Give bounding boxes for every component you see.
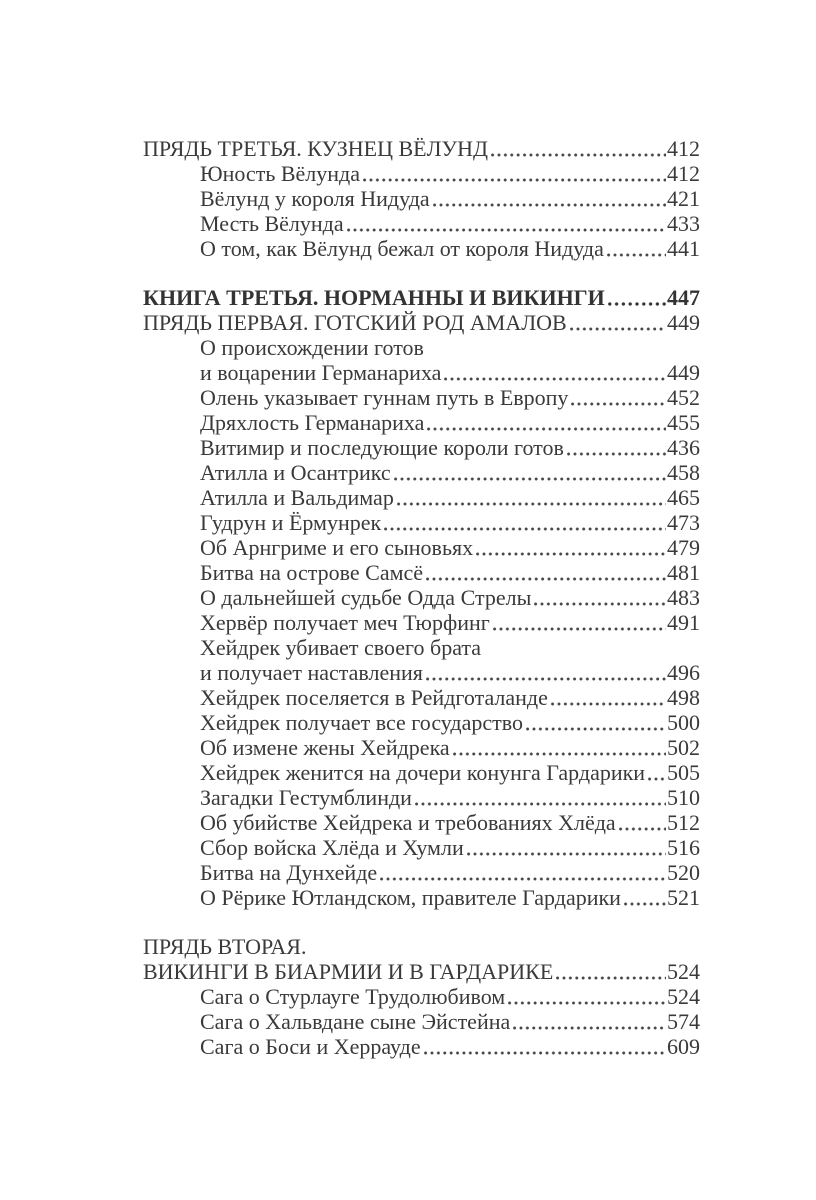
page-number: 510	[667, 785, 700, 810]
entry-title: Юность Вёлунда	[200, 161, 360, 186]
entry-row	[200, 860, 700, 885]
toc-entry	[143, 535, 700, 560]
dot-leader	[607, 253, 666, 257]
entry-title: Олень указывает гуннам путь в Европу	[200, 385, 569, 410]
entry-row	[143, 310, 700, 335]
dot-leader	[453, 752, 666, 756]
entry-title: Сага о Хальвдане сыне Эйстейна	[200, 1009, 511, 1034]
page-number: 441	[667, 236, 700, 261]
entry-title: Вёлунд у короля Нидуда	[200, 186, 430, 211]
page-number: 500	[667, 710, 700, 735]
dot-leader	[397, 502, 666, 506]
page-number: 481	[667, 560, 700, 585]
toc-entry	[143, 510, 700, 535]
dot-leader	[526, 727, 666, 731]
dot-leader	[491, 153, 666, 157]
dot-leader	[467, 852, 666, 856]
entry-row	[200, 485, 700, 510]
entry-title: О том, как Вёлунд бежал от короля Нидуда	[200, 236, 604, 261]
entry-row	[200, 186, 700, 211]
entry-row	[143, 285, 700, 310]
page-number: 449	[667, 360, 700, 385]
entry-title: О дальнейшей судьбе Одда Стрелы	[200, 585, 532, 610]
page-number: 520	[667, 860, 700, 885]
entry-row	[200, 785, 700, 810]
entry-title: Дряхлость Германариха	[200, 410, 425, 435]
toc-entry	[143, 560, 700, 585]
dot-leader	[427, 427, 666, 431]
dot-leader	[444, 377, 666, 381]
entry-row	[143, 136, 700, 161]
page-number: 473	[667, 510, 700, 535]
toc-entry	[143, 460, 700, 485]
entry-title: Хейдрек женится на дочери конунга Гардарики	[200, 760, 646, 785]
entry-row	[200, 810, 700, 835]
entry-title: Об Арнгриме и его сыновьях	[200, 535, 474, 560]
dot-leader	[648, 777, 666, 781]
toc-entry	[143, 835, 700, 860]
entry-title: КНИГА ТРЕТЬЯ. НОРМАННЫ И ВИКИНГИ	[143, 285, 605, 310]
entry-row	[200, 385, 700, 410]
toc-entry	[143, 435, 700, 460]
entry-title: Сага о Боси и Херрауде	[200, 1034, 421, 1059]
entry-title: Атилла и Осантрикс	[200, 460, 391, 485]
entry-title: Об убийстве Хейдрека и требованиях Хлёда	[200, 810, 616, 835]
dot-leader	[619, 827, 666, 831]
entry-row	[200, 161, 700, 186]
entry-row	[200, 984, 700, 1009]
dot-leader	[433, 203, 666, 207]
page-number: 524	[667, 984, 700, 1009]
page-number: 433	[667, 211, 700, 236]
toc-entry	[143, 785, 700, 810]
toc-entry	[143, 335, 700, 385]
toc-entry	[143, 385, 700, 410]
page-number: 609	[667, 1034, 700, 1059]
entry-title: Сбор войска Хлёда и Хумли	[200, 835, 464, 860]
dot-leader	[551, 702, 666, 706]
page-number: 574	[667, 1009, 700, 1034]
page-number: 449	[667, 310, 700, 335]
page-number: 447	[667, 285, 700, 310]
dot-leader	[571, 402, 666, 406]
page-number: 452	[667, 385, 700, 410]
page-number: 455	[667, 410, 700, 435]
page-number: 465	[667, 485, 700, 510]
entry-row	[200, 410, 700, 435]
toc-entry	[143, 236, 700, 261]
dot-leader	[347, 228, 666, 232]
toc-entry	[143, 735, 700, 760]
toc-entry	[143, 1034, 700, 1059]
dot-leader	[363, 178, 666, 182]
entry-title: Месть Вёлунда	[200, 211, 344, 236]
dot-leader	[508, 1001, 666, 1005]
dot-leader	[567, 452, 666, 456]
toc-entry	[143, 885, 700, 910]
entry-row	[200, 510, 700, 535]
toc-section	[143, 136, 700, 261]
dot-leader	[513, 1026, 666, 1030]
page-number: 458	[667, 460, 700, 485]
toc-entry	[143, 934, 700, 984]
toc-entry	[143, 136, 700, 161]
page-number: 483	[667, 585, 700, 610]
page-number: 491	[667, 610, 700, 635]
page-number: 524	[667, 959, 700, 984]
page-number: 516	[667, 835, 700, 860]
toc-entry	[143, 161, 700, 186]
entry-title: Хейдрек получает все государство	[200, 710, 523, 735]
dot-leader	[624, 902, 666, 906]
toc-entry	[143, 211, 700, 236]
page-number: 502	[667, 735, 700, 760]
page-number: 412	[667, 161, 700, 186]
dot-leader	[534, 602, 666, 606]
entry-row	[200, 610, 700, 635]
entry-text-line: О происхождении готов	[200, 335, 424, 360]
toc-entry	[143, 685, 700, 710]
toc-entry	[143, 635, 700, 685]
entry-row	[200, 535, 700, 560]
entry-row	[200, 1034, 700, 1059]
entry-title: О Рёрике Ютландском, правителе Гардарики	[200, 885, 621, 910]
entry-row	[200, 885, 700, 910]
dot-leader	[570, 327, 666, 331]
entry-row	[200, 835, 700, 860]
entry-text-line: Хейдрек убивает своего брата	[200, 635, 482, 660]
page-number: 479	[667, 535, 700, 560]
page-number: 412	[667, 136, 700, 161]
toc-entry	[143, 1009, 700, 1034]
dot-leader	[415, 802, 666, 806]
entry-row	[200, 760, 700, 785]
entry-row	[200, 236, 700, 261]
entry-title: ПРЯДЬ ТРЕТЬЯ. КУЗНЕЦ ВЁЛУНД	[143, 136, 488, 161]
entry-row	[200, 435, 700, 460]
toc-entry	[143, 410, 700, 435]
entry-row	[200, 360, 700, 385]
entry-row	[200, 685, 700, 710]
dot-leader	[476, 552, 666, 556]
toc-entry	[143, 585, 700, 610]
dot-leader	[380, 877, 666, 881]
toc-entry	[143, 860, 700, 885]
toc-entry	[143, 186, 700, 211]
entry-title: Загадки Гестумблинди	[200, 785, 412, 810]
dot-leader	[556, 976, 666, 980]
page-number: 421	[667, 186, 700, 211]
entry-title: и получает наставления	[200, 660, 423, 685]
entry-title: Об измене жены Хейдрека	[200, 735, 450, 760]
entry-title: и воцарении Германариха	[200, 360, 442, 385]
entry-title: ПРЯДЬ ПЕРВАЯ. ГОТСКИЙ РОД АМАЛОВ	[143, 310, 567, 335]
entry-row	[200, 660, 700, 685]
entry-title: Битва на острове Самсё	[200, 560, 424, 585]
page-number: 436	[667, 435, 700, 460]
entry-title: Атилла и Вальдимар	[200, 485, 394, 510]
dot-leader	[426, 677, 666, 681]
toc-entry	[143, 984, 700, 1009]
entry-row	[143, 959, 700, 984]
dot-leader	[384, 527, 666, 531]
entry-title: Битва на Дунхейде	[200, 860, 378, 885]
toc-entry	[143, 760, 700, 785]
entry-title: Витимир и последующие короли готов	[200, 435, 564, 460]
entry-title: Гудрун и Ёрмунрек	[200, 510, 382, 535]
dot-leader	[394, 477, 666, 481]
toc-section	[143, 934, 700, 1059]
toc-entry	[143, 310, 700, 335]
page-number: 512	[667, 810, 700, 835]
dot-leader	[608, 302, 666, 306]
entry-title: Хервёр получает меч Тюрфинг	[200, 610, 490, 635]
toc-entry	[143, 810, 700, 835]
page-number: 498	[667, 685, 700, 710]
entry-row	[200, 211, 700, 236]
dot-leader	[426, 577, 666, 581]
dot-leader	[424, 1051, 666, 1055]
page-number: 496	[667, 660, 700, 685]
entry-row	[200, 710, 700, 735]
entry-row	[200, 585, 700, 610]
toc-entry	[143, 710, 700, 735]
toc-entry	[143, 485, 700, 510]
entry-row	[200, 460, 700, 485]
toc-entry	[143, 285, 700, 310]
entry-row	[200, 560, 700, 585]
toc-section	[143, 285, 700, 910]
dot-leader	[493, 627, 666, 631]
entry-text-line: ПРЯДЬ ВТОРАЯ.	[143, 934, 307, 959]
page-number: 521	[667, 885, 700, 910]
entry-title: Сага о Стурлауге Трудолюбивом	[200, 984, 506, 1009]
entry-title: Хейдрек поселяется в Рейдготаланде	[200, 685, 548, 710]
toc-page	[143, 136, 700, 1059]
toc-entry	[143, 610, 700, 635]
toc-list	[143, 136, 700, 1059]
entry-row	[200, 1009, 700, 1034]
entry-title: ВИКИНГИ В БИАРМИИ И В ГАРДАРИКЕ	[143, 959, 554, 984]
page-number: 505	[667, 760, 700, 785]
entry-row	[200, 735, 700, 760]
